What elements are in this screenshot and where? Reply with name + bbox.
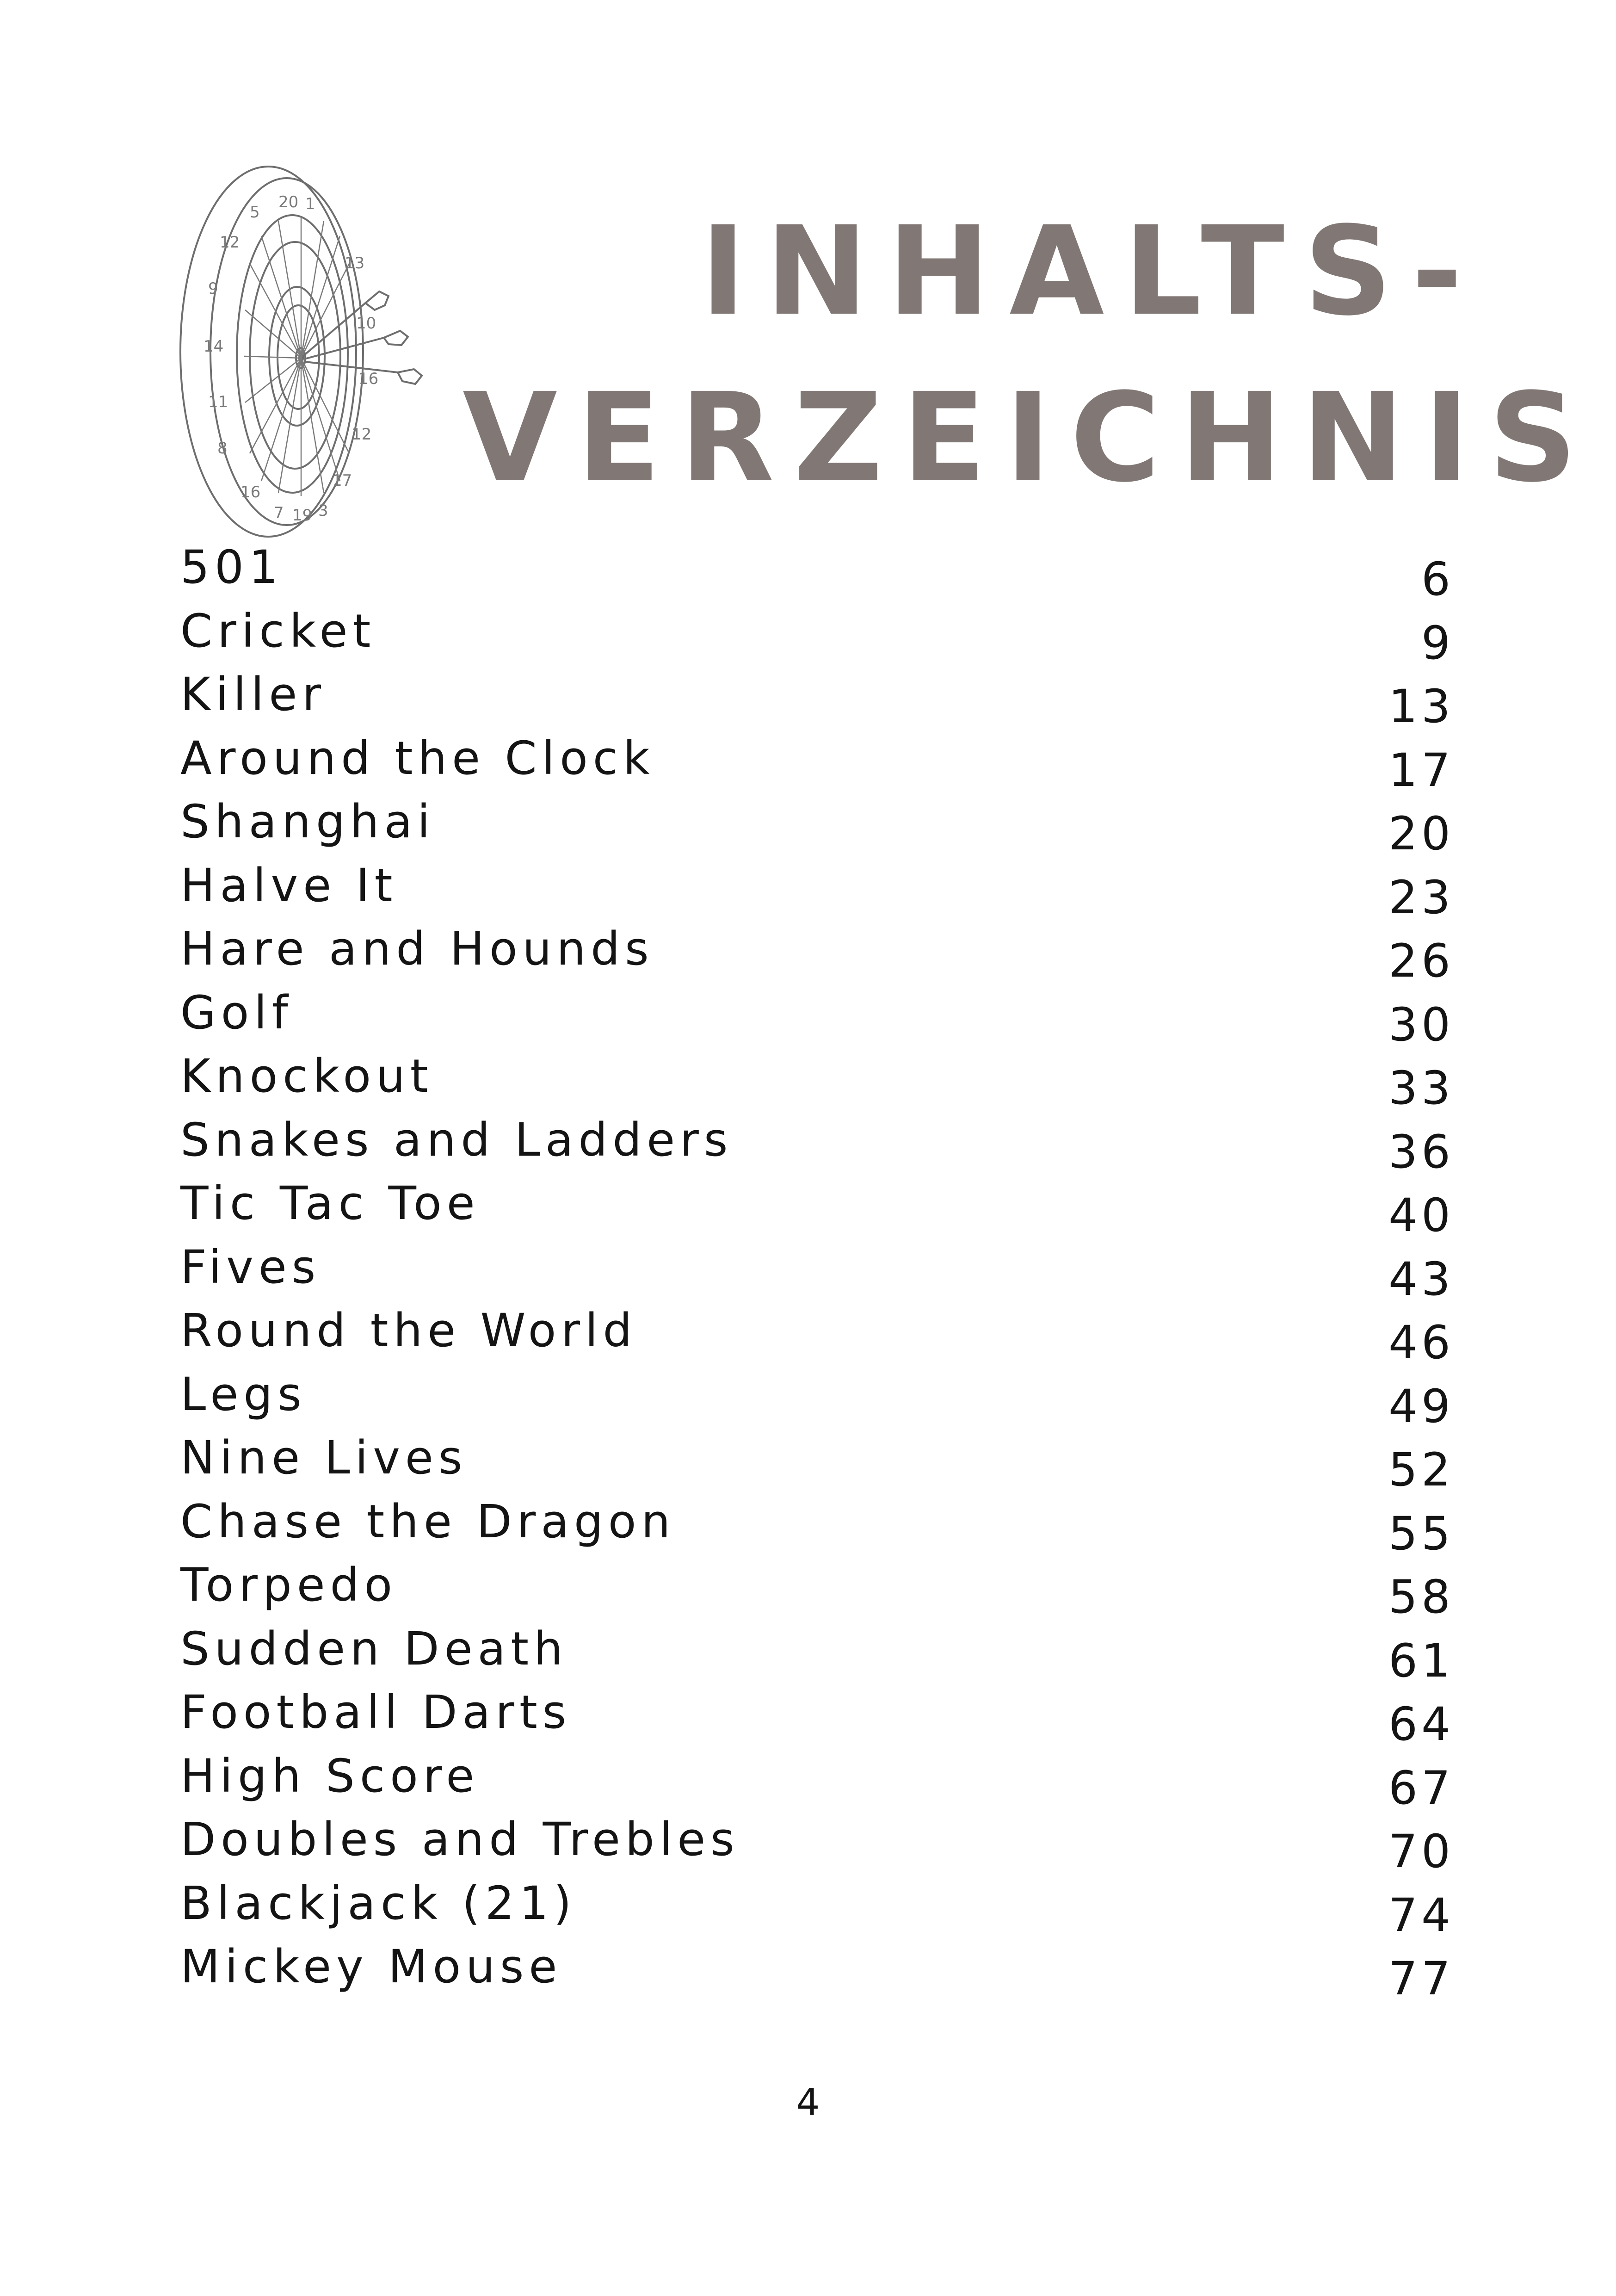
- toc-entry-page: 58: [1388, 1571, 1454, 1624]
- svg-text:14: 14: [204, 337, 224, 356]
- toc-entry: [180, 1877, 1454, 1941]
- toc-entry-name: Halve It: [180, 859, 398, 912]
- toc-entry-page: 17: [1388, 743, 1454, 797]
- toc-entry-name: Chase the Dragon: [180, 1495, 676, 1548]
- toc-entry: [180, 1623, 1454, 1687]
- toc-entry: [180, 923, 1454, 987]
- toc-entry-page: 40: [1388, 1189, 1454, 1242]
- toc-entry: [180, 1750, 1454, 1814]
- toc-entry-name: Around the Clock: [180, 731, 655, 785]
- toc-entry: [180, 1305, 1454, 1368]
- table-of-contents: [180, 541, 1454, 2005]
- page-title-line-2: VERZEICHNIS: [463, 367, 1597, 509]
- toc-entry: [180, 1559, 1454, 1623]
- toc-entry-page: 23: [1388, 871, 1454, 924]
- toc-entry: [180, 605, 1454, 669]
- toc-entry-name: Fives: [180, 1240, 321, 1294]
- toc-entry: [180, 796, 1454, 860]
- toc-entry: [180, 541, 1454, 605]
- toc-entry-page: 74: [1388, 1888, 1454, 1942]
- toc-entry-name: Round the World: [180, 1304, 637, 1357]
- toc-entry-name: Killer: [180, 668, 327, 721]
- toc-entry: [180, 1114, 1454, 1178]
- toc-entry-page: 9: [1421, 616, 1454, 670]
- toc-entry-name: Snakes and Ladders: [180, 1113, 733, 1167]
- toc-entry-page: 43: [1388, 1252, 1454, 1306]
- dartboard-with-darts-icon: [171, 162, 430, 541]
- toc-entry-page: 33: [1388, 1062, 1454, 1115]
- toc-entry-page: 67: [1388, 1761, 1454, 1815]
- toc-entry-name: Mickey Mouse: [180, 1940, 562, 1993]
- toc-entry-page: 61: [1388, 1634, 1454, 1688]
- toc-entry-page: 13: [1388, 680, 1454, 733]
- svg-text:16: 16: [241, 483, 261, 501]
- toc-entry-page: 55: [1388, 1507, 1454, 1560]
- toc-entry-name: High Score: [180, 1749, 480, 1803]
- toc-entry-page: 30: [1388, 998, 1454, 1052]
- svg-text:10: 10: [356, 314, 376, 333]
- svg-text:20: 20: [278, 193, 299, 211]
- toc-entry: [180, 1050, 1454, 1114]
- toc-entry-name: Golf: [180, 986, 293, 1040]
- page-title-line-1: INHALTS-: [700, 200, 1482, 343]
- toc-entry-name: Sudden Death: [180, 1622, 568, 1676]
- svg-text:12: 12: [220, 233, 240, 252]
- toc-entry-name: Football Darts: [180, 1686, 572, 1739]
- toc-entry-name: Tic Tac Toe: [180, 1177, 480, 1230]
- svg-text:1: 1: [305, 195, 315, 213]
- svg-text:12: 12: [352, 425, 372, 444]
- toc-entry: [180, 1496, 1454, 1560]
- svg-text:11: 11: [208, 393, 228, 411]
- toc-entry-name: Blackjack (21): [180, 1876, 577, 1930]
- toc-entry: [180, 1177, 1454, 1241]
- toc-entry-name: Nine Lives: [180, 1431, 468, 1485]
- svg-text:17: 17: [332, 471, 352, 490]
- toc-entry-name: Cricket: [180, 604, 376, 658]
- svg-text:5: 5: [250, 203, 260, 222]
- toc-entry-name: Knockout: [180, 1050, 433, 1103]
- toc-entry: [180, 1432, 1454, 1496]
- toc-entry-name: Shanghai: [180, 795, 435, 848]
- toc-entry: [180, 1813, 1454, 1877]
- toc-entry-page: 70: [1388, 1825, 1454, 1878]
- toc-entry-page: 26: [1388, 934, 1454, 988]
- toc-entry-name: 501: [180, 541, 283, 594]
- svg-text:16: 16: [358, 370, 379, 388]
- toc-entry: [180, 1941, 1454, 2005]
- toc-entry: [180, 732, 1454, 796]
- svg-text:13: 13: [345, 254, 365, 272]
- toc-entry: [180, 987, 1454, 1051]
- svg-text:9: 9: [208, 279, 218, 298]
- toc-entry-page: 6: [1421, 553, 1454, 606]
- toc-entry-name: Doubles and Trebles: [180, 1813, 740, 1866]
- toc-entry-page: 49: [1388, 1380, 1454, 1433]
- toc-entry: [180, 1368, 1454, 1432]
- svg-text:3: 3: [318, 501, 328, 520]
- svg-text:7: 7: [274, 504, 284, 522]
- toc-entry-name: Hare and Hounds: [180, 922, 654, 976]
- toc-entry-page: 64: [1388, 1698, 1454, 1751]
- toc-entry-name: Legs: [180, 1368, 307, 1421]
- toc-entry-page: 20: [1388, 807, 1454, 860]
- svg-text:19: 19: [292, 506, 313, 525]
- toc-entry-page: 46: [1388, 1316, 1454, 1369]
- toc-entry-page: 36: [1388, 1125, 1454, 1179]
- page-number: 4: [796, 2081, 820, 2124]
- toc-entry-page: 52: [1388, 1443, 1454, 1497]
- toc-entry-name: Torpedo: [180, 1559, 398, 1612]
- toc-entry: [180, 1241, 1454, 1305]
- toc-entry: [180, 1686, 1454, 1750]
- svg-text:8: 8: [217, 439, 228, 458]
- toc-entry: [180, 860, 1454, 923]
- toc-entry-page: 77: [1388, 1952, 1454, 2005]
- toc-entry: [180, 668, 1454, 732]
